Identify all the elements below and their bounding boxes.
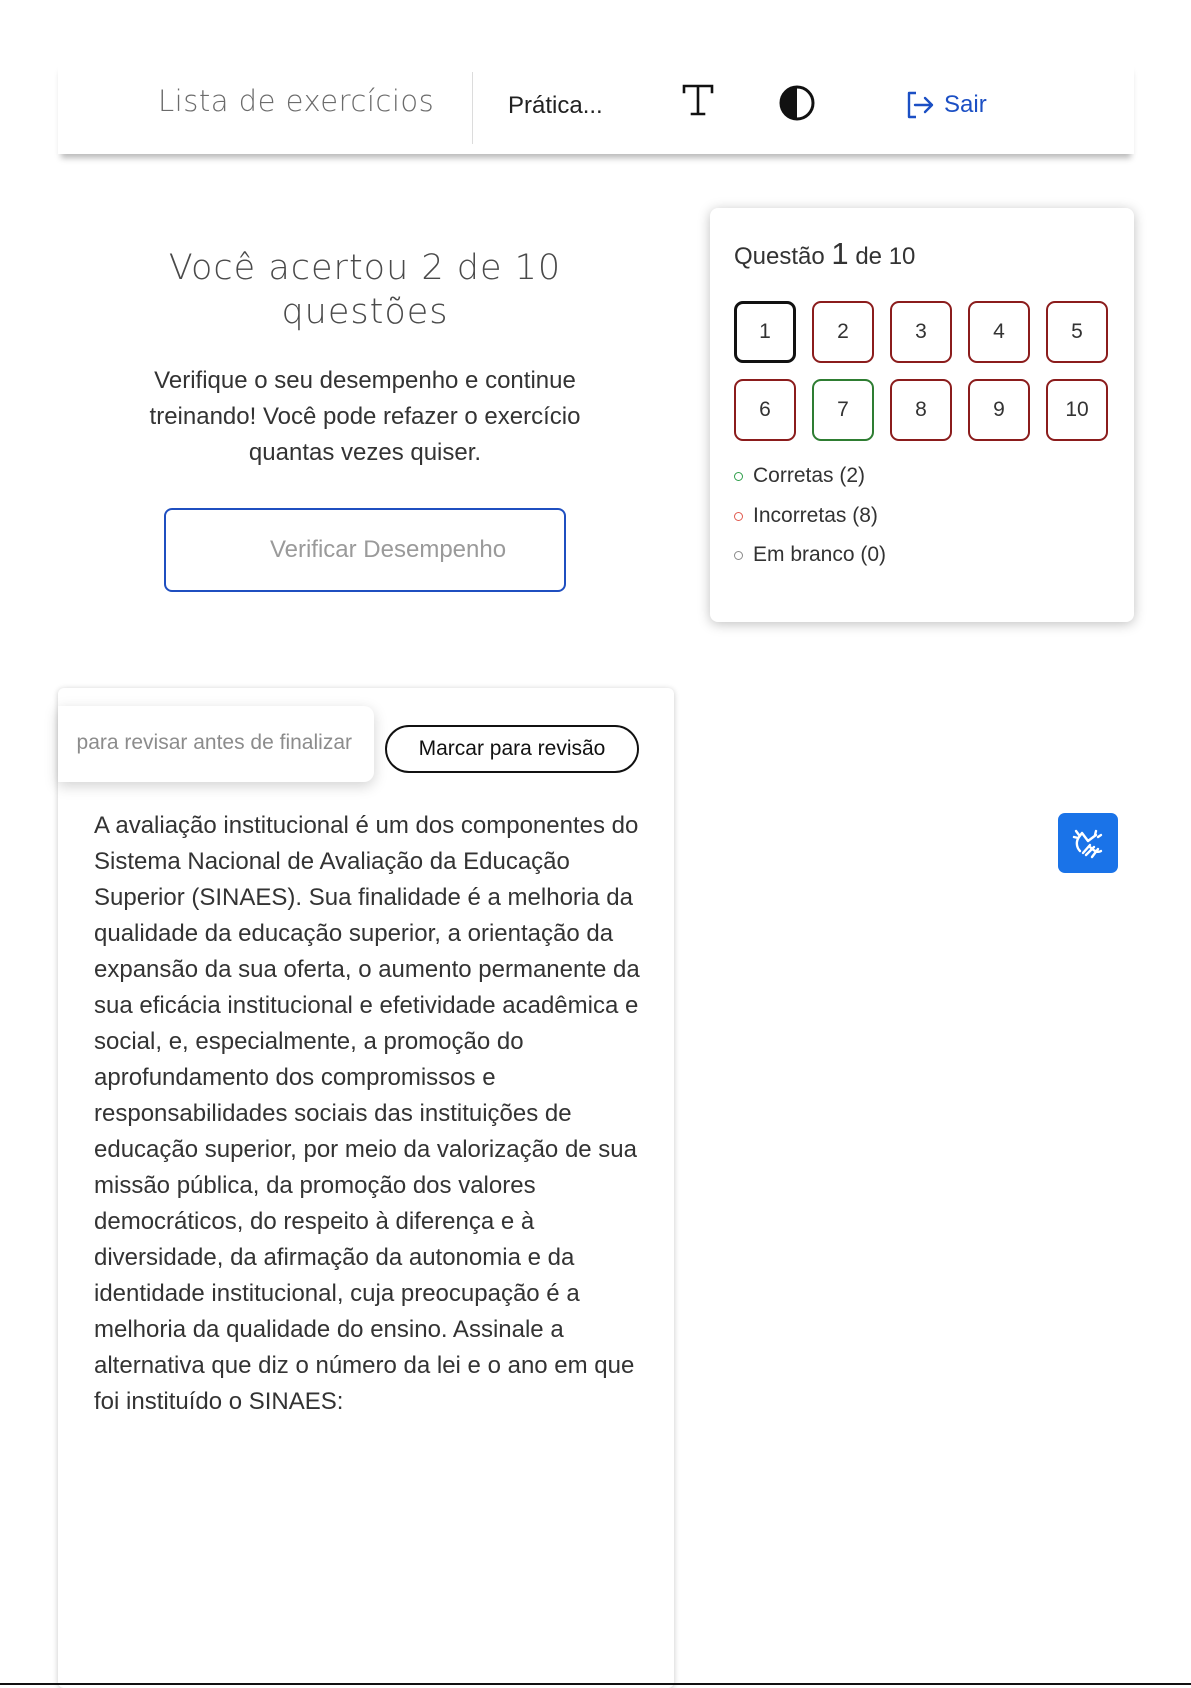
legend-item: [734, 543, 886, 567]
logout-label: Sair: [944, 91, 987, 118]
font-size-icon[interactable]: [678, 80, 718, 120]
question-button-8[interactable]: 8: [890, 379, 952, 441]
result-title-line1: Você acertou 2 de 10: [168, 248, 562, 288]
question-button-3[interactable]: 3: [890, 301, 952, 363]
question-button-4[interactable]: 4: [968, 301, 1030, 363]
result-message: Verifique o seu desempenho e continue treinando! Você pode refazer o exercício quantas vezes quiser.: [149, 367, 581, 466]
result-title-line2: questões: [281, 292, 449, 332]
question-button-10[interactable]: 10: [1046, 379, 1108, 441]
verify-performance-button[interactable]: Verificar Desempenho: [164, 508, 566, 592]
contrast-icon[interactable]: [778, 84, 816, 122]
legend-item: [734, 504, 878, 528]
question-button-6[interactable]: 6: [734, 379, 796, 441]
navigator-heading-suffix: de 10: [855, 243, 916, 270]
current-question-number: 1: [831, 236, 849, 271]
legend-label: Corretas (2): [753, 464, 866, 487]
legend-label: Incorretas (8): [753, 504, 878, 527]
question-button-9[interactable]: 9: [968, 379, 1030, 441]
sign-language-button[interactable]: [1058, 813, 1118, 873]
legend-dot-icon: [734, 551, 743, 560]
subject-title: Prática...: [508, 92, 603, 119]
question-statement: A avaliação institucional é um dos componentes do Sistema Nacional de Avaliação da Educação Superior (SINAES). Sua finalidade é a melhoria da qualidade da educação superior, a orientação da expansão da sua oferta, o aumento permanente da sua eficácia institucional e efetividade acadêmica e social, e, especialmente, a promoção do aprofundamento dos compromissos e responsabilidades sociais das instituições de educação superior, por meio da valorização de sua missão pública, da promoção dos valores democráticos, do respeito à diferença e à diversidade, da afirmação da autonomia e da identidade institucional, cuja preocupação é a melhoria da qualidade do ensino. Assinale a alternativa que diz o número da lei e o ano em que foi instituído o SINAES:: [94, 812, 640, 1415]
result-title: [160, 246, 570, 334]
mark-for-review-button[interactable]: Marcar para revisão: [385, 725, 639, 773]
legend-dot-icon: [734, 472, 743, 481]
question-button-5[interactable]: 5: [1046, 301, 1108, 363]
question-button-2[interactable]: 2: [812, 301, 874, 363]
page-title: Lista de exercícios: [158, 84, 435, 118]
top-header: [58, 62, 1134, 154]
legend-item: [734, 464, 865, 488]
question-navigator: [710, 208, 1134, 622]
review-tooltip: [58, 706, 374, 782]
legend-label: Em branco (0): [753, 543, 887, 566]
question-button-7[interactable]: 7: [812, 379, 874, 441]
navigator-heading: [734, 236, 915, 272]
legend-dot-icon: [734, 512, 743, 521]
header-divider: [472, 72, 473, 144]
review-tooltip-text: para revisar antes de finalizar: [76, 731, 352, 754]
logout-icon: [904, 89, 936, 121]
navigator-heading-prefix: Questão: [734, 243, 825, 270]
question-button-1[interactable]: 1: [734, 301, 796, 363]
sign-language-icon: [1068, 823, 1108, 863]
logout-button[interactable]: [904, 86, 987, 124]
